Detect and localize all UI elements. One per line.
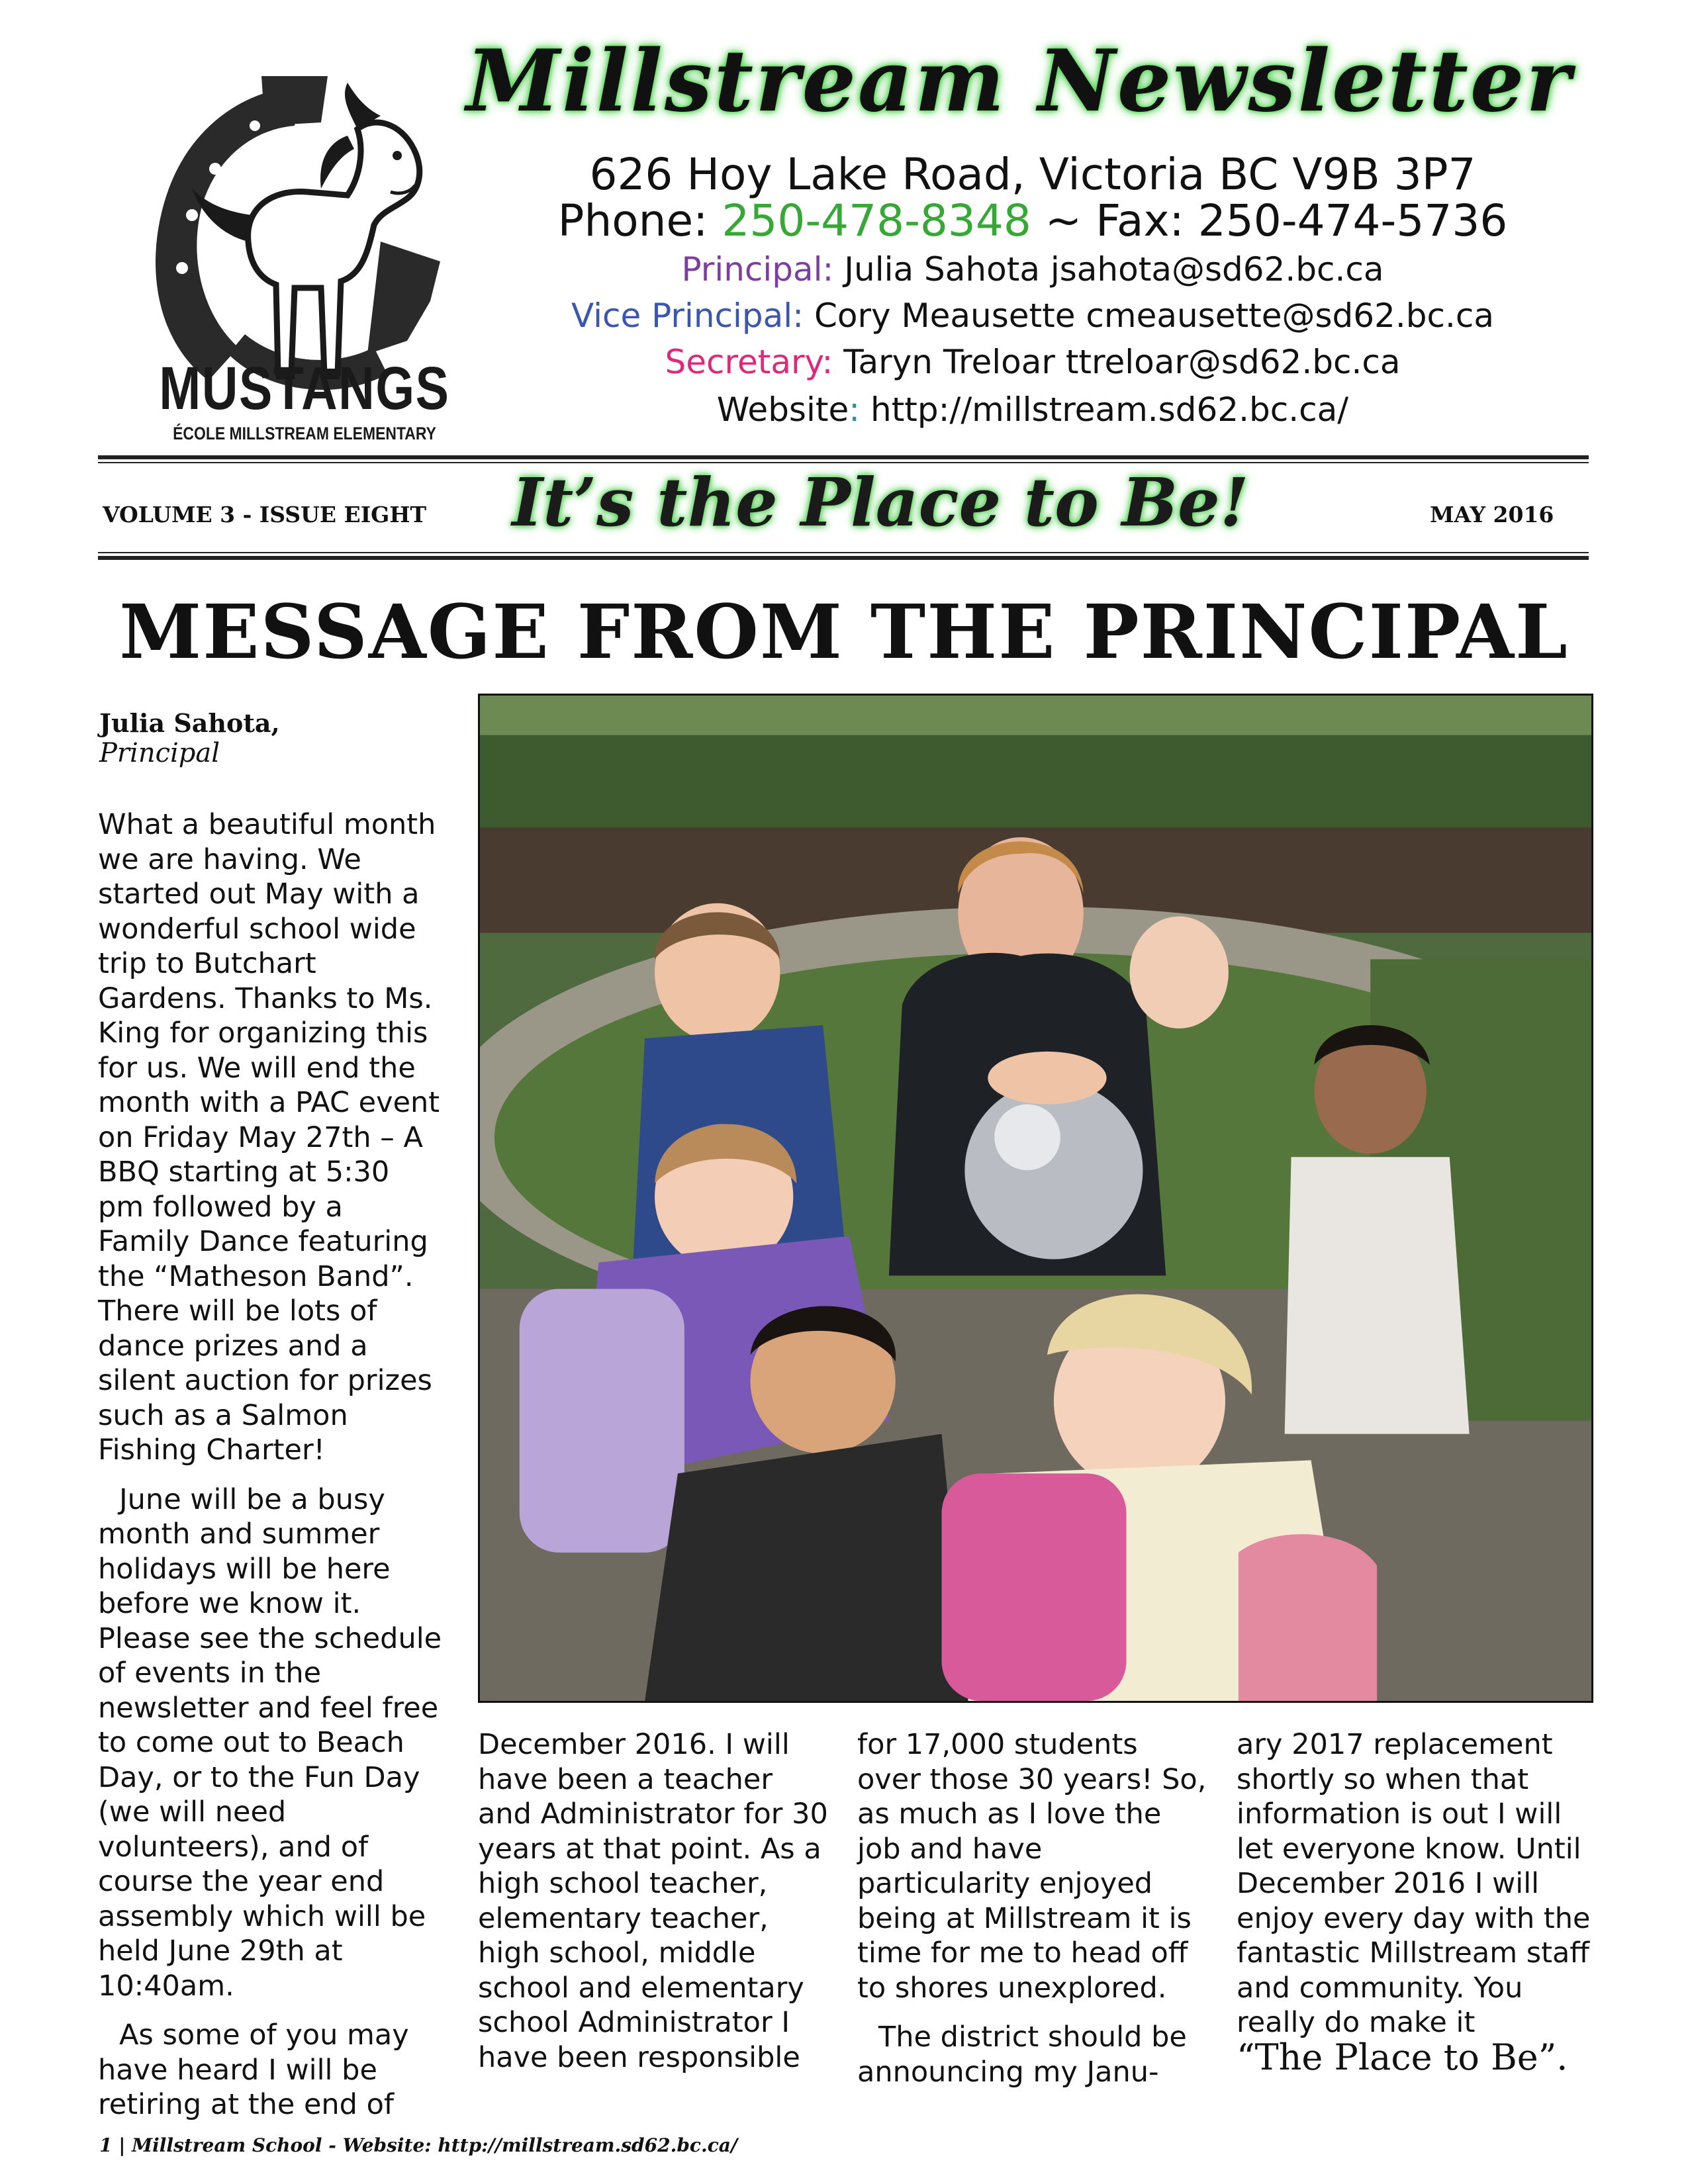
principal-info: Julia Sahota jsahota@sd62.bc.ca [833, 250, 1384, 289]
paragraph: As some of you may have heard I will be retiring at the end of [98, 2019, 409, 2121]
paragraph: for 17,000 students over those 30 years! So, as much as I love the job and have particularity enjoyed being at Millstream it is time for me to head off to shores unexplored. [857, 1728, 1207, 2005]
photo-illustration [480, 696, 1591, 1701]
phone-label: Phone: [557, 195, 722, 246]
website-link[interactable]: http://millstream.sd62.bc.ca/ [860, 390, 1349, 429]
paragraph: June will be a busy month and summer holidays will be here before we know it. Please see the schedule of events in the newsletter and feel free to come out to Beach Day, or to the Fun Day (we will need volunteers), and of course the year end assembly which will be held June 29th at 10:40am. [98, 1482, 442, 2003]
article-headline: MESSAGE FROM THE PRINCIPAL [119, 589, 1569, 676]
principal-students-photo [478, 694, 1593, 1703]
phone-fax-line [463, 195, 1602, 246]
vice-principal-label: Vice Principal: [571, 296, 804, 335]
article-column-3 [857, 1727, 1208, 2089]
volume-issue: VOLUME 3 - ISSUE EIGHT [103, 502, 427, 527]
issue-date: MAY 2016 [1430, 502, 1554, 527]
logo-wordmark: MUSTANGS [159, 355, 450, 422]
website-line [463, 390, 1602, 429]
page-footer: 1 | Millstream School - Website: http://millstream.sd62.bc.ca/ [99, 2134, 738, 2156]
vice-principal-info: Cory Meausette cmeausette@sd62.bc.ca [804, 296, 1495, 335]
website-colon: : [849, 390, 861, 429]
author-title: Principal [99, 738, 220, 768]
principal-label: Principal: [681, 250, 834, 289]
article-column-2 [478, 1727, 829, 2075]
website-label: Website [716, 390, 849, 429]
secretary-label: Secretary: [665, 343, 833, 381]
author-name: Julia Sahota, [99, 708, 280, 738]
bottom-rule [98, 556, 1589, 560]
newsletter-title: Millstream Newsletter [466, 32, 1573, 131]
logo-school-name: ÉCOLE MILLSTREAM ELEMENTARY [173, 424, 436, 443]
vice-principal-contact [463, 296, 1602, 335]
school-address: 626 Hoy Lake Road, Victoria BC V9B 3P7 [589, 149, 1476, 200]
tagline: It’s the Place to Be! [512, 463, 1249, 541]
paragraph: December 2016. I will have been a teacher and Administrator for 30 years at that point. As a high school teacher, elementary teacher, high school, middle school and elementary school Administrator I have been responsible [478, 1728, 828, 2074]
closing-quote: “The Place to Be”. [1237, 2036, 1568, 2078]
principal-contact [463, 250, 1602, 289]
article-column-4 [1237, 1727, 1594, 2078]
secretary-info: Taryn Treloar ttreloar@sd62.bc.ca [833, 343, 1401, 381]
fax-label: ~ Fax: [1031, 195, 1198, 246]
article-column-1 [98, 807, 442, 2122]
secretary-contact [463, 343, 1602, 381]
bottom-rule-thin [98, 552, 1589, 553]
fax-number: 250-474-5736 [1197, 195, 1508, 246]
paragraph: What a beautiful month we are having. We started out May with a wonderful school wide trip to Butchart Gardens. Thanks to Ms. King for organizing this for us. We will end the month with a PAC event on Friday May 27th – A BBQ starting at 5:30 pm followed by a Family Dance featuring the “Matheson Band”. There will be lots of dance prizes and a silent auction for prizes such as a Salmon Fishing Charter! [98, 808, 440, 1467]
paragraph: ary 2017 replacement shortly so when that information is out I will let everyone know. Until December 2016 I will enjoy every day with the fantastic Millstream staff and community. You really do make it [1237, 1728, 1591, 2039]
phone-number: 250-478-8348 [722, 195, 1031, 246]
paragraph: The district should be announcing my Janu- [857, 2021, 1187, 2089]
top-rule [98, 455, 1589, 459]
